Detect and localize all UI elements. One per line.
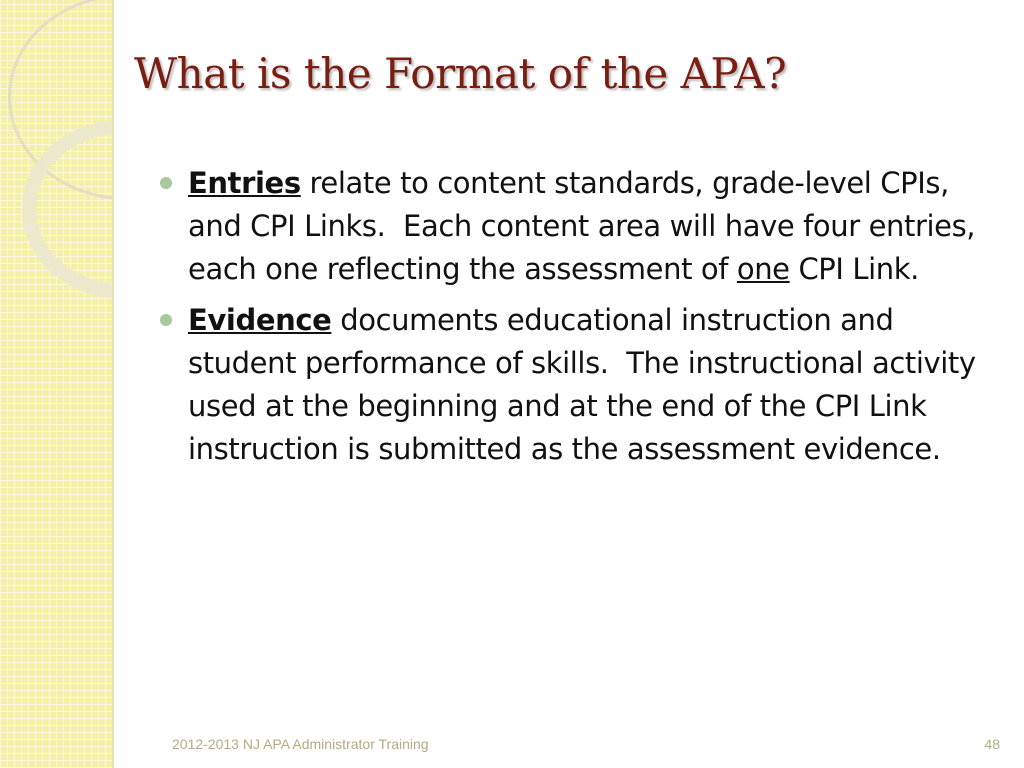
bullet-term: Evidence bbox=[188, 303, 332, 337]
slide-title: What is the Format of the APA? bbox=[134, 49, 787, 98]
emphasis-text: one bbox=[736, 252, 790, 286]
list-item bbox=[160, 299, 1010, 471]
bullet-body: relate to content standards, grade-level CPIs, and CPI Links. Each content area will have four entries, each one reflecting the assessment of bbox=[188, 166, 976, 286]
sidebar-divider bbox=[112, 0, 114, 768]
bullet-text bbox=[188, 299, 1010, 471]
bullet-body-end: CPI Link. bbox=[798, 252, 919, 286]
bullet-text bbox=[188, 162, 1010, 291]
bullet-body: documents educational instruction and student performance of skills. The instructional activity used at the beginning and at the end of the CPI Link instruction is submitted as the assessment evidence. bbox=[188, 303, 976, 466]
bullet-icon bbox=[160, 314, 172, 326]
decorative-sidebar bbox=[0, 0, 112, 768]
list-item bbox=[160, 162, 1010, 291]
bullet-term: Entries bbox=[188, 166, 301, 200]
bullet-icon bbox=[160, 177, 172, 189]
footer-text: 2012-2013 NJ APA Administrator Training bbox=[172, 736, 429, 752]
page-number: 48 bbox=[984, 736, 1000, 752]
bullet-list bbox=[160, 162, 1010, 479]
